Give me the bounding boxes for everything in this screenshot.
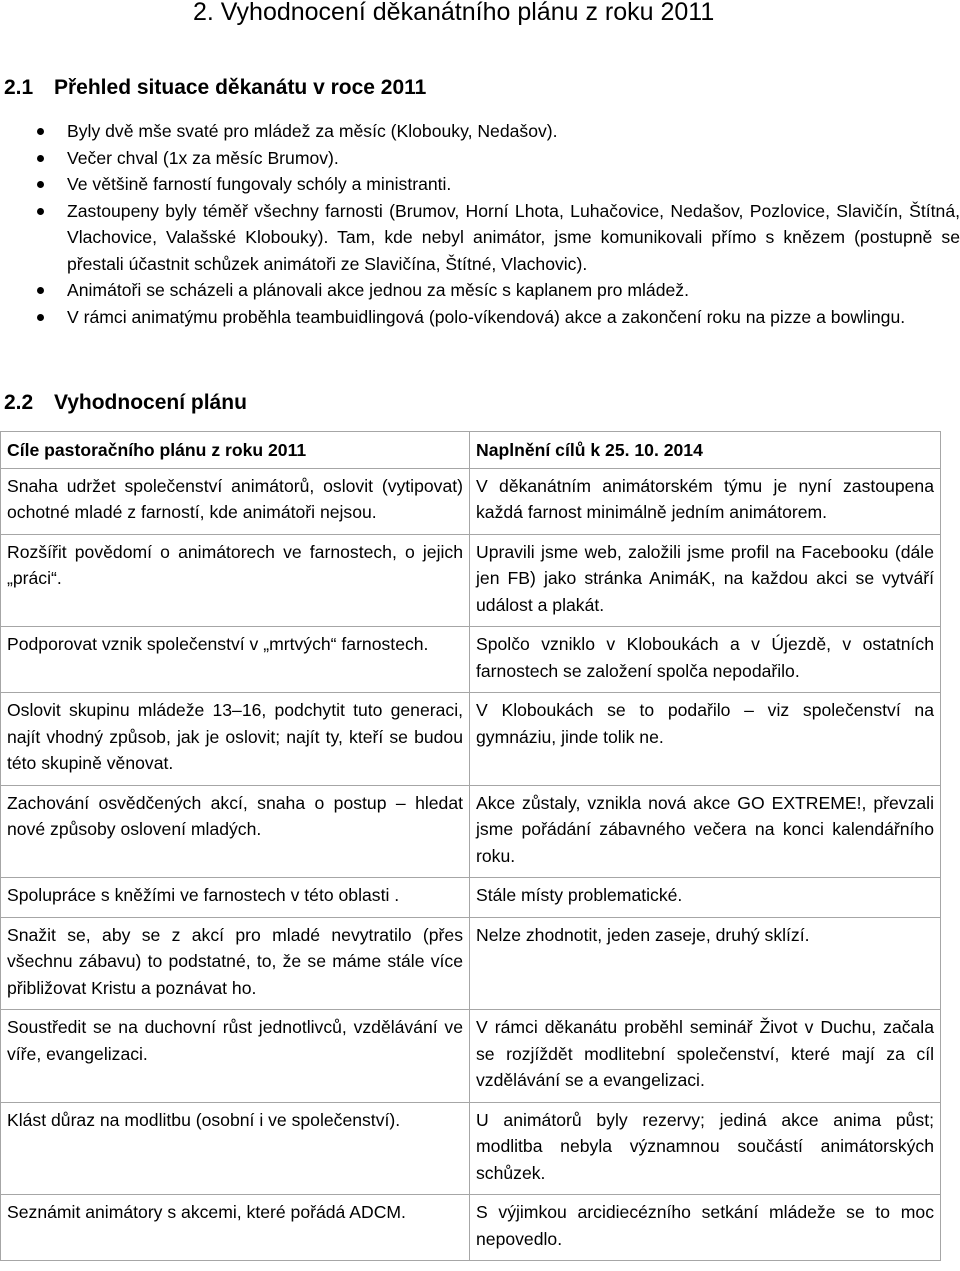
list-item-text: Byly dvě mše svaté pro mládež za měsíc (Klobouky, Nedašov). (67, 121, 558, 141)
table-row (1, 1102, 941, 1195)
fulfillment-cell: Akce zůstaly, vznikla nová akce GO EXTREME!, převzali jsme pořádání zábavného večera na konci kalendářního roku. (470, 785, 941, 878)
table-row (1, 1010, 941, 1103)
list-item-text: V rámci animatýmu proběhla teambuidlingová (polo-víkendová) akce a zakončení roku na pizze a bowlingu. (67, 306, 906, 327)
list-item (0, 145, 960, 172)
fulfillment-cell: S výjimkou arcidiecézního setkání mládeže se to moc nepovedlo. (470, 1195, 941, 1261)
bullet-icon (37, 128, 44, 135)
fulfillment-cell: V děkanátním animátorském týmu je nyní zastoupena každá farnost minimálně jedním animátorem. (470, 468, 941, 534)
column-header-fulfillment: Naplnění cílů k 25. 10. 2014 (470, 432, 941, 469)
fulfillment-cell: U animátorů byly rezervy; jediná akce anima půst; modlitba nebyla významnou součástí animátorských schůzek. (470, 1102, 941, 1195)
list-item (0, 171, 960, 198)
section-number: 2.1 (4, 76, 34, 99)
section-title: Přehled situace děkanátu v roce 2011 (54, 76, 427, 99)
list-item-text: Ve většině farností fungovaly schóly a ministranti. (67, 174, 452, 194)
section-title: Vyhodnocení plánu (54, 391, 247, 414)
section-number: 2.2 (4, 391, 34, 414)
fulfillment-cell: V rámci děkanátu proběhl seminář Život v Duchu, začala se rozjíždět modlitební společenství, které mají za cíl vzdělávání se a evangelizaci. (470, 1010, 941, 1103)
table-row (1, 534, 941, 627)
list-item (0, 277, 960, 304)
goal-cell: Soustředit se na duchovní růst jednotlivců, vzdělávání ve víře, evangelizaci. (1, 1010, 470, 1103)
table-row (1, 693, 941, 786)
bullet-icon (37, 155, 44, 162)
goal-cell: Seznámit animátory s akcemi, které pořádá ADCM. (1, 1195, 470, 1261)
goal-cell: Rozšířit povědomí o animátorech ve farnostech, o jejich „práci“. (1, 534, 470, 627)
goal-cell: Oslovit skupinu mládeže 13–16, podchytit tuto generaci, najít vhodný způsob, jak je oslovit; najít ty, kteří se budou této skupině věnovat. (1, 693, 470, 786)
list-item (0, 304, 960, 331)
list-item-text: Animátoři se scházeli a plánovali akce jednou za měsíc s kaplanem pro mládež. (67, 280, 689, 300)
bullet-icon (37, 181, 44, 188)
table-row (1, 917, 941, 1010)
goal-cell: Podporovat vznik společenství v „mrtvých“ farnostech. (1, 627, 470, 693)
list-item-text: Zastoupeny byly téměř všechny farnosti (Brumov, Horní Lhota, Luhačovice, Nedašov, Pozlovice, Slavičín, Štítná, Vlachovice, Valašské Klobouky). Tam, kde nebyl animátor, jsme komunikovali přímo s knězem (postupně se přestali účastnit schůzek animátoři ze Slavičína, Štítné, Vlachovic). (67, 200, 960, 274)
bullet-icon (37, 314, 44, 321)
table-header-row (1, 432, 941, 469)
table-row (1, 627, 941, 693)
table-row (1, 878, 941, 918)
list-item (0, 118, 960, 145)
goal-cell: Snažit se, aby se z akcí pro mladé nevytratilo (přes všechnu zábavu) to podstatné, to, že se máme stále více přibližovat Kristu a poznávat ho. (1, 917, 470, 1010)
page-heading: 2. Vyhodnocení děkanátního plánu z roku 2011 (193, 0, 715, 26)
fulfillment-cell: Nelze zhodnotit, jeden zaseje, druhý sklízí. (470, 917, 941, 1010)
fulfillment-cell: Spolčo vzniklo v Kloboukách a v Újezdě, v ostatních farnostech se založení spolča nepodařilo. (470, 627, 941, 693)
section-heading-evaluation (4, 391, 247, 415)
plan-evaluation-table (0, 431, 941, 1261)
goal-cell: Zachování osvědčených akcí, snaha o postup – hledat nové způsoby oslovení mladých. (1, 785, 470, 878)
overview-bullet-list (0, 118, 960, 330)
list-item (0, 198, 960, 278)
list-item-text: Večer chval (1x za měsíc Brumov). (67, 147, 339, 168)
section-heading-overview (4, 76, 426, 100)
goal-cell: Klást důraz na modlitbu (osobní i ve společenství). (1, 1102, 470, 1195)
bullet-icon (37, 208, 44, 215)
goal-cell: Spolupráce s kněžími ve farnostech v této oblasti . (1, 878, 470, 918)
table-row (1, 785, 941, 878)
fulfillment-cell: V Kloboukách se to podařilo – viz společenství na gymnáziu, jinde tolik ne. (470, 693, 941, 786)
table-row (1, 468, 941, 534)
bullet-icon (37, 287, 44, 294)
fulfillment-cell: Upravili jsme web, založili jsme profil na Facebooku (dále jen FB) jako stránka AnimáK, na každou akci se vytváří událost a plakát. (470, 534, 941, 627)
column-header-goals: Cíle pastoračního plánu z roku 2011 (1, 432, 470, 469)
table-row (1, 1195, 941, 1261)
goal-cell: Snaha udržet společenství animátorů, oslovit (vytipovat) ochotné mladé z farností, kde animátoři nejsou. (1, 468, 470, 534)
fulfillment-cell: Stále místy problematické. (470, 878, 941, 918)
